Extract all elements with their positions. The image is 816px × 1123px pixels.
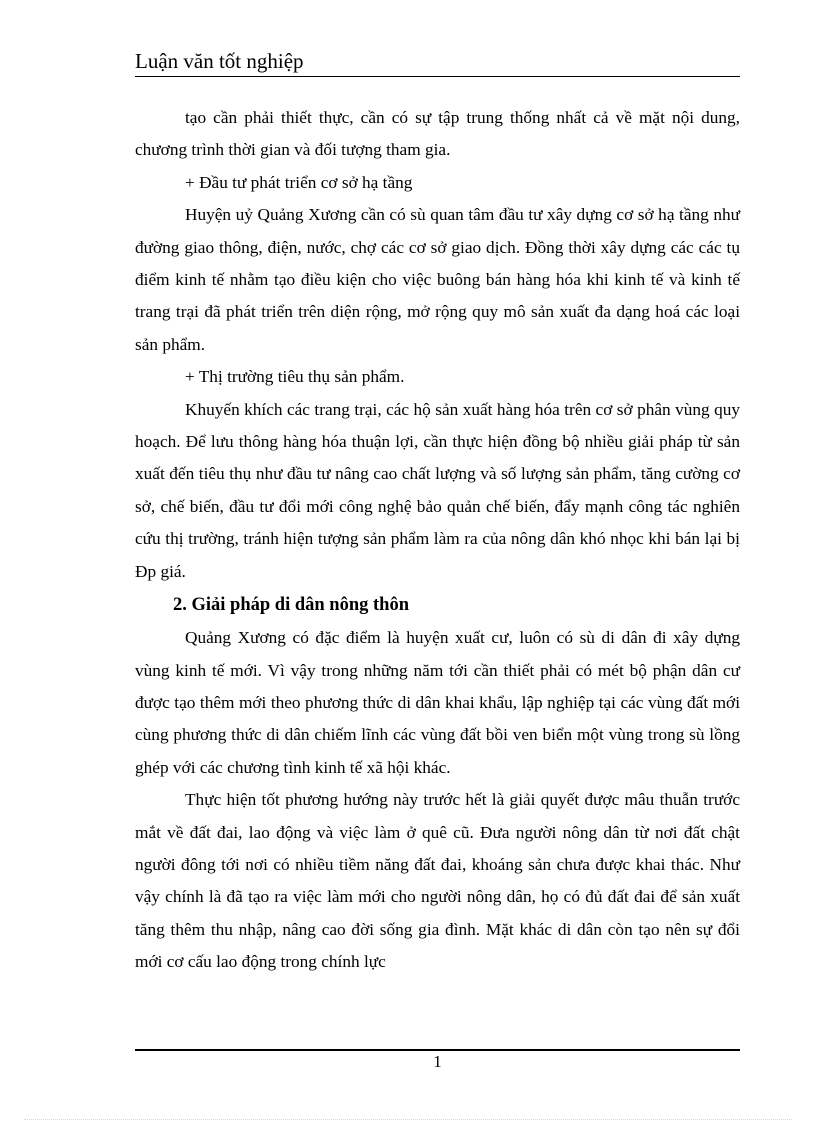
document-body bbox=[135, 102, 740, 979]
paragraph-market-heading: + Thị trường tiêu thụ sản phẩm. bbox=[185, 367, 405, 387]
paragraph-migration-benefits: Thực hiện tốt phương hướng này trước hết là giải quyết được mâu thuẫn trước mắt về đất đai, lao động và việc làm ở quê cũ. Đưa người nông dân từ nơi đất chật người đông tới nơi có nhiều tiềm năng đất đai, khoáng sản chưa được khai thác. Như vậy chính là đã tạo ra việc làm mới cho người nông dân, họ có đủ đất đai để sản xuất tăng thêm thu nhập, nâng cao đời sống gia đình. Mặt khác di dân còn tạo nên sự đổi mới cơ cấu lao động trong chính lực bbox=[135, 790, 740, 972]
paragraph-infrastructure-heading: + Đầu tư phát triển cơ sở hạ tầng bbox=[185, 172, 413, 192]
section-heading: 2. Giải pháp di dân nông thôn bbox=[173, 595, 409, 616]
page-number: 1 bbox=[433, 1052, 442, 1071]
paragraph-infrastructure: Huyện uỷ Quảng Xương cần có sù quan tâm đầu tư xây dựng cơ sở hạ tầng như đường giao thông, điện, nước, chợ các cơ sở giao dịch. Đồng thời xây dựng các các tụ điểm kinh tế nhằm tạo điều kiện cho việc buông bán hàng hóa khi kinh tế và kinh tế trang trại đã phát triển trên diện rộng, mở rộng quy mô sản xuất đa dạng hoá các loại sản phẩm. bbox=[135, 205, 740, 354]
running-header-title: Luận văn tốt nghiệp bbox=[135, 49, 304, 73]
header-rule bbox=[135, 76, 740, 77]
paragraph-continuation: tạo cần phải thiết thực, cần có sự tập trung thống nhất cả về mặt nội dung, chương trình thời gian và đối tượng tham gia. bbox=[135, 108, 740, 160]
paragraph-market: Khuyến khích các trang trại, các hộ sản xuất hàng hóa trên cơ sở phân vùng quy hoạch. Để lưu thông hàng hóa thuận lợi, cần thực hiện đồng bộ nhiều giải pháp từ sản xuất đến tiêu thụ như đầu tư nâng cao chất lượng và số lượng sản phẩm, tăng cường cơ sở, chế biến, đầu tư đổi mới công nghệ bảo quản chế biến, đẩy mạnh công tác nghiên cứu thị trường, tránh hiện tượng sản phẩm làm ra của nông dân khó nhọc khi bán lại bị Đp giá. bbox=[135, 399, 740, 581]
footer-rule bbox=[135, 1049, 740, 1051]
page-edge-border bbox=[24, 1119, 792, 1120]
paragraph-migration: Quảng Xương có đặc điểm là huyện xuất cư, luôn có sù di dân đi xây dựng vùng kinh tế mới. Vì vậy trong những năm tới cần thiết phải có mét bộ phận dân cư được tạo thêm mới theo phương thức di dân khai khẩu, lập nghiệp tại các vùng đất mới cùng phương thức di dân chiếm lĩnh các vùng đất bồi ven biển một vùng trong sù lồng ghép với các chương tình kinh tế xã hội khác. bbox=[135, 628, 740, 777]
